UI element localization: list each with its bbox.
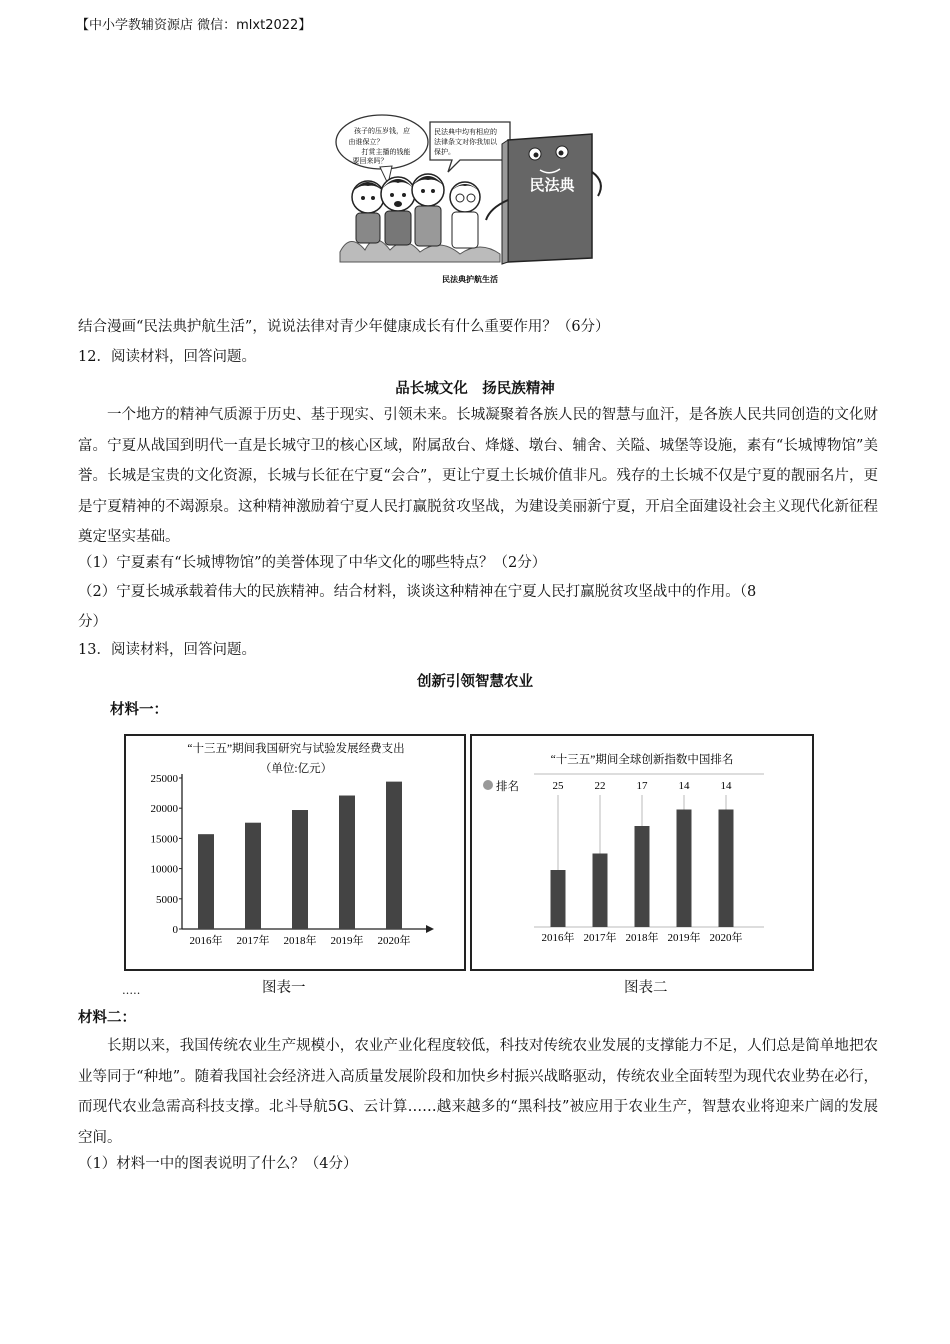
chart-1-y-tick-label: 20000 (150, 803, 178, 816)
chart-2-bar-2016年 (551, 870, 566, 927)
chart-1-y-tick-label: 0 (172, 924, 178, 936)
chart-2-data-label: 14 (678, 780, 690, 792)
chart-1-y-tick-label: 25000 (150, 773, 178, 785)
chart-2-x-tick-label: 2019年 (667, 932, 701, 944)
chart-2-data-label: 17 (636, 780, 648, 792)
chart-2-x-tick-label: 2020年 (709, 932, 743, 944)
chart-2-x-tick-label: 2018年 (625, 932, 659, 944)
chart-1-title: “十三五”期间我国研究与试验发展经费支出 (187, 743, 405, 755)
bubble-right-line-2: 法律条文对你我加以 (434, 138, 497, 146)
q13-title: 创新引领智慧农业 (417, 673, 533, 690)
q12-sub-question-2: （2）宁夏长城承载着伟大的民族精神。结合材料，谈谈这种精神在宁夏人民打赢脱贫攻坚战中的作用。（8 (78, 584, 757, 600)
chart-1-x-tick-label: 2017年 (236, 935, 270, 947)
chart-1-y-tick-label: 5000 (156, 893, 178, 906)
chart-2-title: “十三五”期间全球创新指数中国排名 (550, 754, 734, 766)
chart-1-x-tick-label: 2019年 (330, 935, 364, 947)
chart-2-x-tick-label: 2016年 (541, 932, 575, 944)
chart-1-caption: 图表一 (262, 980, 306, 996)
chart-1-bar-2020年 (386, 782, 402, 929)
chart-1-y-tick-label: 15000 (150, 833, 178, 846)
q12-intro: 12．阅读材料，回答问题。 (78, 349, 256, 365)
chart-2-data-label: 25 (552, 780, 564, 792)
chart-1-bar-2018年 (292, 810, 308, 929)
chart-2-data-label: 22 (594, 780, 606, 792)
chart-1-bar-2016年 (198, 834, 214, 929)
chart-1-bar-2019年 (339, 796, 355, 929)
chart-2-bar-2017年 (593, 854, 608, 928)
bubble-left-line-2: 由谁保立？ (348, 138, 384, 146)
chart-2-legend-label: 排名 (496, 781, 519, 793)
chart-2-bar-2019年 (677, 810, 692, 928)
chart-2-data-label: 14 (720, 780, 732, 792)
q13-paragraph: 长期以来，我国传统农业生产规模小，农业产业化程度较低，科技对传统农业发展的支撑能力不足，人们总是简单地把农业等同于“种地”。随着我国社会经济进入高质量发展阶段和加快乡村振兴战略驱动，传统农业全面转型为现代农业势在必行，而现代农业急需高科技支撑。北斗导航5G、云计算……越来越多的“黑科技”被应用于农业生产，智慧农业将迎来广阔的发展空间。 (78, 1038, 878, 1146)
chart-1-x-axis-arrow (426, 925, 434, 933)
chart-2-legend-marker (483, 780, 493, 790)
civil-code-cartoon (330, 112, 610, 294)
material-1-label: 材料一： (110, 701, 168, 718)
chart-2-bar-2020年 (719, 810, 734, 928)
chart-1-frame (124, 734, 466, 971)
material-2-label: 材料二： (78, 1009, 136, 1026)
chart-1-subtitle: （单位:亿元） (259, 763, 333, 775)
q13-intro: 13．阅读材料，回答问题。 (78, 642, 256, 658)
chart-2-frame (470, 734, 814, 971)
chart-1-x-tick-label: 2020年 (377, 935, 411, 947)
q12-sub-question-2-cont: 分） (78, 614, 107, 630)
book-title: 民法典 (529, 178, 575, 194)
chart-1-x-tick-label: 2016年 (189, 935, 223, 947)
chart-1-bar-2017年 (245, 823, 261, 929)
q11-question: 结合漫画“民法典护航生活”，说说法律对青少年健康成长有什么重要作用？（6分） (78, 319, 610, 335)
chart-1-x-tick-label: 2018年 (283, 935, 317, 947)
bubble-left-line-3: 打赏主播的钱能 (361, 148, 411, 156)
cartoon-caption: 民法典护航生活 (442, 275, 498, 284)
chart-2-x-tick-label: 2017年 (583, 932, 617, 944)
q12-paragraph: 一个地方的精神气质源于历史、基于现实、引领未来。长城凝聚着各族人民的智慧与血汗，是各族人民共同创造的文化财富。宁夏从战国到明代一直是长城守卫的核心区域，附属敌台、烽燧、墩台、辅舍、关隘、城堡等设施，素有“长城博物馆”美誉。长城是宝贵的文化资源，长城与长征在宁夏“会合”，更让宁夏土长城价值非凡。残存的土长城不仅是宁夏的靓丽名片，更是宁夏精神的不竭源泉。这种精神激励着宁夏人民打赢脱贫攻坚战，为建设美丽新宁夏，开启全面建设社会主义现代化新征程奠定坚实基础。 (78, 407, 878, 545)
bubble-right-line-1: 民法典中均有相应的 (434, 128, 497, 136)
chart-2-bar-2018年 (635, 826, 650, 927)
chart-2-caption: 图表二 (624, 980, 668, 996)
q12-title: 品长城文化 扬民族精神 (395, 380, 555, 397)
bubble-right-line-3: 保护。 (434, 148, 455, 156)
header-watermark: 【中小学教辅资源店 微信：mlxt2022】 (76, 18, 312, 33)
chart-1-rd-expenditure (126, 736, 464, 969)
chart-1-y-tick-label: 10000 (150, 863, 178, 876)
bubble-left-line-1: 孩子的压岁钱，应 (354, 127, 410, 135)
q12-sub-question-1: （1）宁夏素有“长城博物馆”的美誉体现了中华文化的哪些特点？（2分） (78, 555, 547, 571)
chart-2-innovation-ranking (472, 736, 812, 969)
stray-dots: ‥… (122, 984, 141, 997)
q13-sub-question-1: （1）材料一中的图表说明了什么？（4分） (78, 1156, 358, 1172)
bubble-left-line-4: 要回来吗？ (352, 157, 388, 165)
